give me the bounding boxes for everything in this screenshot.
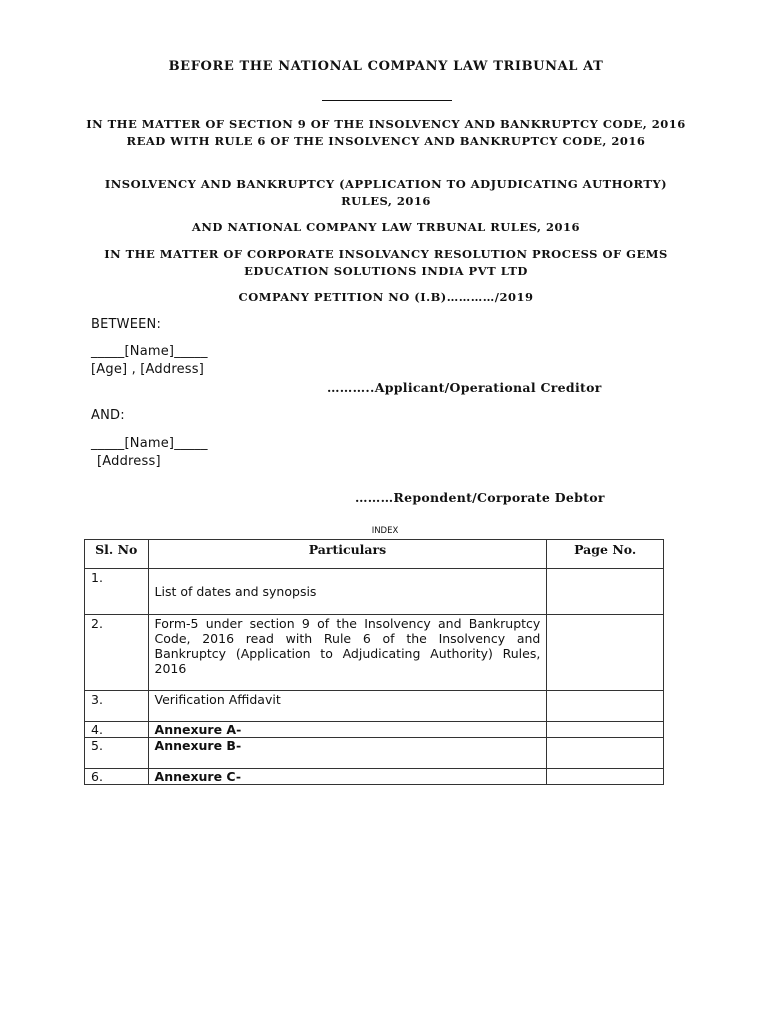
row-page (547, 722, 664, 738)
respondent-details: [Address] (97, 454, 161, 469)
tribunal-title: BEFORE THE NATIONAL COMPANY LAW TRIBUNAL AT (168, 59, 604, 74)
respondent-role: ………Repondent/Corporate Debtor (355, 490, 605, 505)
table-row (85, 722, 664, 738)
row-page (547, 738, 664, 769)
between-label: BETWEEN: (91, 317, 162, 332)
row-particulars: Form-5 under section 9 of the Insolvency and Bankruptcy Code, 2016 read with Rule 6 of the Insolvency and Bankruptcy (Application to Adjudicating Authority) Rules, 2016 (148, 615, 547, 691)
rules-heading: INSOLVENCY AND BANKRUPTCY (APPLICATION TO ADJUDICATING AUTHORTY) RULES, 2016 (104, 177, 668, 208)
nclt-rules-heading: AND NATIONAL COMPANY LAW TRBUNAL RULES, 2016 (191, 220, 581, 234)
index-table (84, 539, 664, 785)
applicant-details: [Age] , [Address] (91, 362, 204, 377)
row-sl: 1. (85, 569, 149, 615)
row-sl: 2. (85, 615, 149, 691)
table-header-row (85, 540, 664, 569)
respondent-name: _____[Name]_____ (91, 436, 208, 451)
row-particulars: Annexure B- (148, 738, 547, 769)
row-particulars: Annexure C- (148, 769, 547, 785)
header-sl-no: Sl. No (85, 540, 149, 569)
row-sl: 6. (85, 769, 149, 785)
and-label: AND: (91, 408, 125, 423)
row-particulars: Annexure A- (148, 722, 547, 738)
row-particulars: List of dates and synopsis (148, 569, 547, 615)
applicant-name: _____[Name]_____ (91, 344, 208, 359)
row-sl: 3. (85, 691, 149, 722)
row-sl: 5. (85, 738, 149, 769)
table-row (85, 615, 664, 691)
table-row (85, 569, 664, 615)
row-sl: 4. (85, 722, 149, 738)
header-page-no: Page No. (547, 540, 664, 569)
index-caption: INDEX (371, 526, 399, 536)
row-particulars: Verification Affidavit (148, 691, 547, 722)
matter-section-heading: IN THE MATTER OF SECTION 9 OF THE INSOLVENCY AND BANKRUPTCY CODE, 2016 READ WITH RULE 6 OF THE INSOLVENCY AND BANKRUPTCY CODE, 2016 (86, 117, 686, 148)
tribunal-location-blank (322, 100, 452, 101)
row-page (547, 691, 664, 722)
table-row (85, 769, 664, 785)
table-row (85, 691, 664, 722)
row-page (547, 615, 664, 691)
table-row (85, 738, 664, 769)
cirp-matter-heading: IN THE MATTER OF CORPORATE INSOLVANCY RESOLUTION PROCESS OF GEMS EDUCATION SOLUTIONS INDIA PVT LTD (104, 247, 668, 278)
row-page (547, 569, 664, 615)
header-particulars: Particulars (148, 540, 547, 569)
petition-number: COMPANY PETITION NO (I.B)…………/2019 (238, 290, 534, 304)
applicant-role: ………..Applicant/Operational Creditor (327, 380, 602, 395)
row-page (547, 769, 664, 785)
